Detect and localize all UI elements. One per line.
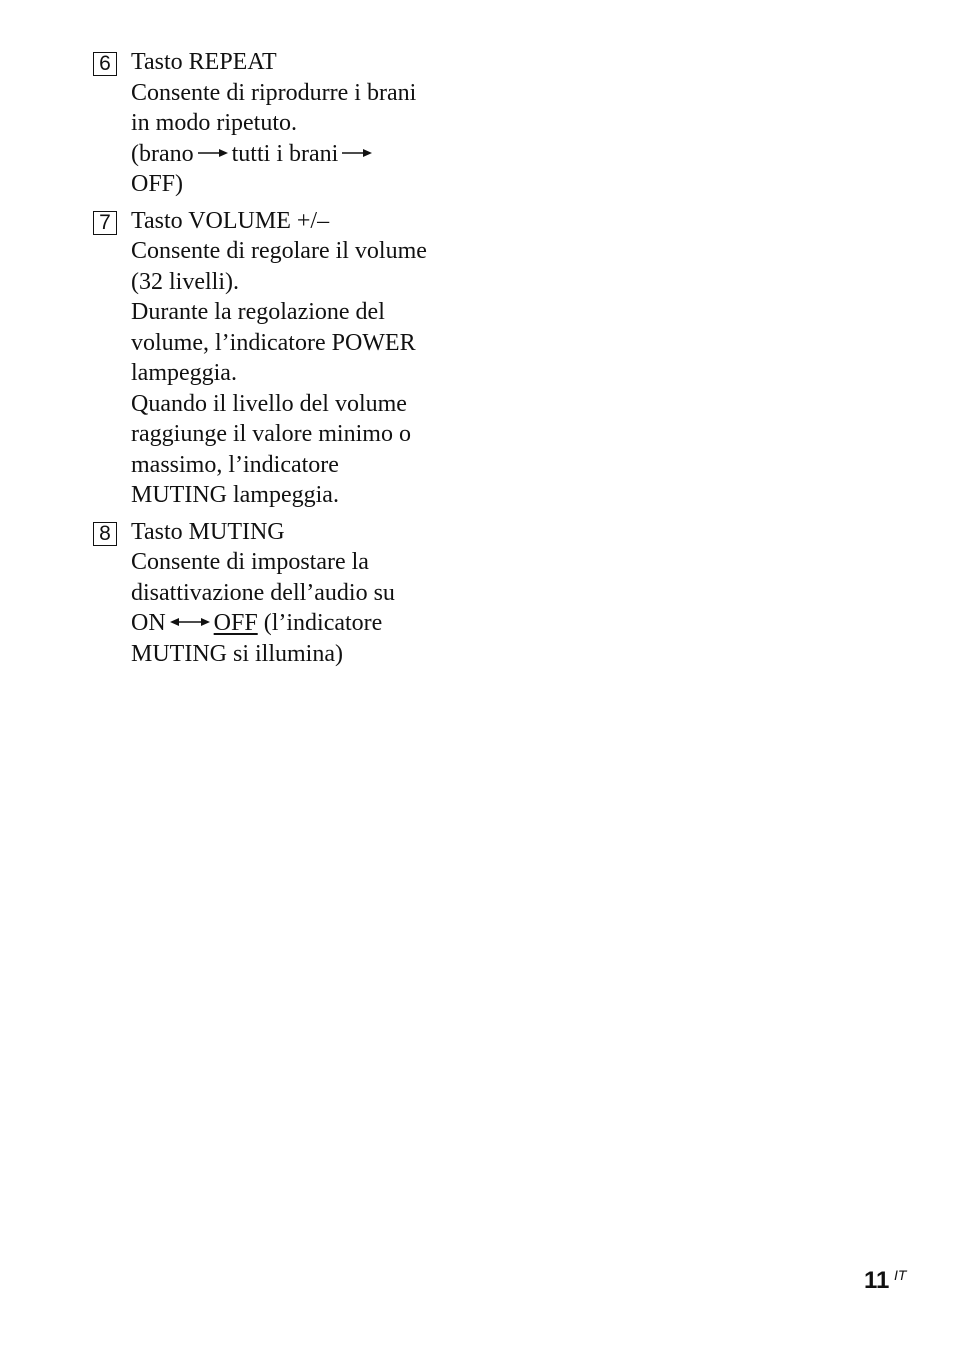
item-title: Tasto VOLUME +/– bbox=[131, 207, 330, 234]
item-repeat-button bbox=[93, 47, 473, 200]
double-arrow-icon bbox=[170, 617, 210, 627]
item-number-badge: 8 bbox=[93, 522, 117, 546]
toggle-on-label: ON bbox=[131, 610, 166, 636]
item-description-line: volume, l’indicatore POWER bbox=[131, 329, 416, 356]
item-title: Tasto REPEAT bbox=[131, 49, 277, 75]
item-description-line: Durante la regolazione del bbox=[131, 299, 385, 325]
item-description-line: Consente di impostare la bbox=[131, 549, 369, 575]
item-number-badge: 7 bbox=[93, 211, 117, 235]
item-description-line: in modo ripetuto. bbox=[131, 110, 297, 136]
item-description-line: MUTING si illumina) bbox=[131, 640, 343, 667]
muting-toggle-line bbox=[131, 608, 473, 639]
item-description-line: Consente di riprodurre i brani bbox=[131, 79, 417, 106]
item-description-line: disattivazione dell’audio su bbox=[131, 579, 395, 606]
item-description-line: Consente di regolare il volume bbox=[131, 238, 427, 264]
item-description-line: lampeggia. bbox=[131, 360, 237, 386]
item-description-line: massimo, l’indicatore bbox=[131, 451, 339, 478]
item-description-line: (32 livelli). bbox=[131, 268, 239, 295]
item-volume-button bbox=[93, 206, 473, 511]
right-arrow-icon bbox=[198, 148, 228, 158]
page-language-suffix: IT bbox=[894, 1267, 907, 1283]
item-number-badge: 6 bbox=[93, 52, 117, 76]
sequence-step-off: OFF) bbox=[131, 171, 184, 197]
item-description-line: raggiunge il valore minimo o bbox=[131, 421, 411, 447]
item-title: Tasto MUTING bbox=[131, 518, 285, 545]
item-description-line: Quando il livello del volume bbox=[131, 390, 407, 417]
repeat-sequence-line bbox=[131, 139, 473, 170]
item-list bbox=[93, 47, 473, 675]
right-arrow-icon bbox=[342, 148, 372, 158]
page-number: 11 bbox=[864, 1267, 890, 1294]
item-description-line: MUTING lampeggia. bbox=[131, 482, 339, 508]
sequence-step-all: tutti i brani bbox=[231, 140, 339, 167]
toggle-off-default-label: OFF bbox=[213, 610, 258, 636]
sequence-step-track: (brano bbox=[131, 140, 194, 167]
toggle-note: (l’indicatore bbox=[263, 610, 383, 636]
item-muting-button bbox=[93, 517, 473, 670]
